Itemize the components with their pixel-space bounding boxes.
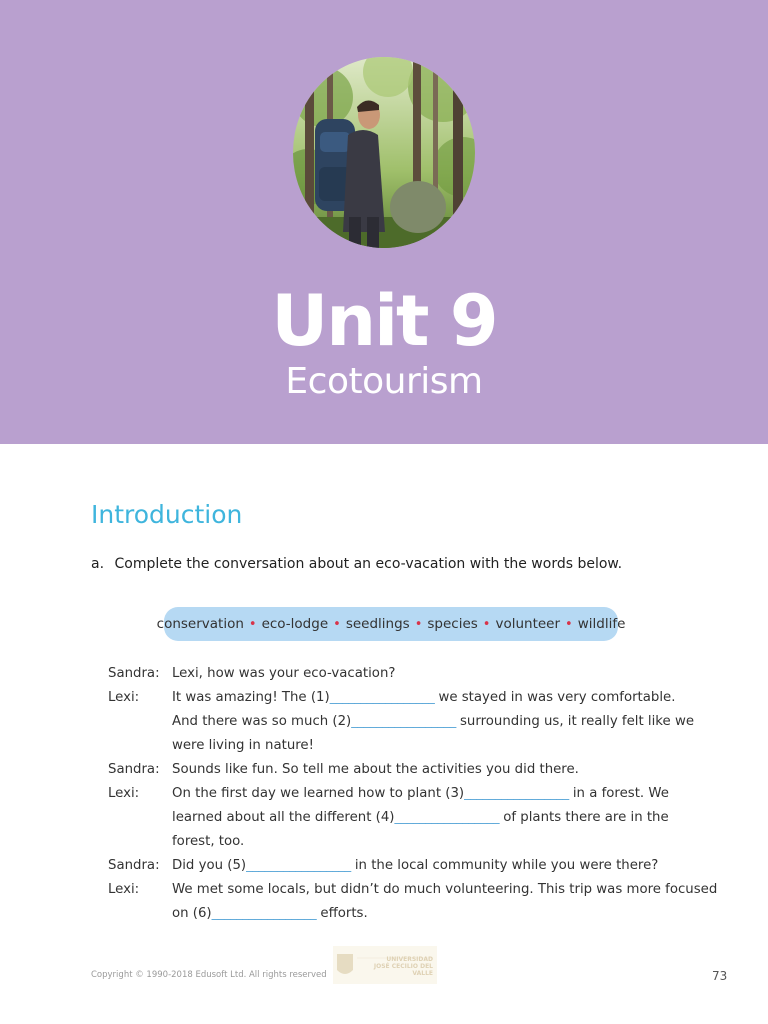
hiker-in-forest-image (293, 57, 475, 248)
dialogue-text-segment: It was amazing! The (1) (172, 690, 330, 705)
word-bank-item: seedlings (345, 616, 410, 632)
dialogue-text (172, 782, 669, 806)
dialogue-line (108, 686, 708, 710)
answer-blank[interactable]: _________________ (351, 714, 456, 729)
dialogue-line (108, 806, 708, 830)
university-logo (333, 946, 437, 984)
dialogue-text-segment: Did you (5) (172, 858, 247, 873)
dialogue-line (108, 734, 708, 758)
unit-banner (0, 0, 768, 444)
dialogue-text-segment: in the local community while you were there? (350, 858, 659, 873)
bullet-separator: • (565, 616, 573, 632)
page-number: 73 (712, 969, 728, 983)
dialogue-text-segment: Lexi, how was your eco-vacation? (172, 666, 396, 681)
answer-blank[interactable]: _________________ (246, 858, 351, 873)
dialogue-text (172, 854, 658, 878)
answer-blank[interactable]: _________________ (394, 810, 500, 825)
logo-line-1: UNIVERSIDAD (386, 956, 433, 963)
speaker-name: Lexi: (108, 882, 140, 897)
word-bank-item: eco-lodge (261, 616, 329, 632)
speaker-name: Lexi: (108, 786, 140, 801)
dialogue-text-segment: And there was so much (2) (172, 714, 352, 729)
answer-blank[interactable]: _________________ (329, 690, 435, 705)
bullet-separator: • (482, 616, 491, 632)
dialogue-text-segment: on (6) (172, 906, 212, 921)
exercise-instruction-text: Complete the conversation about an eco-vacation with the words below. (114, 556, 623, 572)
bullet-separator: • (414, 616, 423, 632)
dialogue-text (172, 662, 395, 686)
dialogue-line (108, 782, 708, 806)
dialogue-text-segment: We met some locals, but didn’t do much volunteering. This trip was more focused (172, 882, 718, 897)
speaker-name: Sandra: (108, 858, 160, 873)
dialogue-text-segment: learned about all the different (4) (172, 810, 395, 825)
dialogue-text-segment: efforts. (316, 906, 368, 921)
dialogue-text-segment: On the first day we learned how to plant (3) (172, 786, 465, 801)
dialogue-text (172, 806, 669, 830)
bullet-separator: • (333, 616, 341, 632)
dialogue-text-segment: of plants there are in the (499, 810, 669, 825)
speaker-name: Sandra: (108, 666, 160, 681)
speaker-name: Lexi: (108, 690, 140, 705)
exercise-letter: a. (91, 556, 105, 572)
answer-blank[interactable]: _________________ (464, 786, 569, 801)
unit-subtitle: Ecotourism (285, 361, 483, 402)
dialogue-text-segment: Sounds like fun. So tell me about the activities you did there. (172, 762, 579, 777)
unit-title: Unit 9 (271, 280, 497, 362)
logo-line-2: JOSÉ CECILIO DEL VALLE (373, 963, 433, 977)
word-bank-item: species (427, 616, 478, 632)
dialogue-line (108, 854, 708, 878)
dialogue-line (108, 902, 708, 926)
dialogue-line (108, 662, 708, 686)
dialogue-text (172, 710, 694, 734)
dialogue-text (172, 686, 675, 710)
bullet-separator: • (248, 616, 257, 632)
dialogue-text-segment: surrounding us, it really felt like we (455, 714, 694, 729)
dialogue-text-segment: in a forest. We (568, 786, 669, 801)
hiker-photo (293, 57, 475, 248)
dialogue-text-segment: we stayed in was very comfortable. (434, 690, 676, 705)
word-bank-item: wildlife (577, 616, 626, 632)
answer-blank[interactable]: _________________ (211, 906, 317, 921)
section-heading: Introduction (91, 500, 243, 529)
dialogue-line (108, 758, 708, 782)
dialogue-line (108, 830, 708, 854)
dialogue-text (172, 902, 368, 926)
conversation (108, 662, 718, 926)
copyright-notice: Copyright © 1990-2018 Edusoft Ltd. All rights reserved (91, 970, 327, 980)
word-bank-item: conservation (156, 616, 244, 632)
word-bank-item: volunteer (495, 616, 561, 632)
dialogue-text (172, 830, 244, 854)
dialogue-text (172, 878, 717, 902)
dialogue-line (108, 878, 718, 902)
dialogue-text-segment: forest, too. (172, 834, 245, 849)
word-bank (156, 607, 626, 641)
exercise-instruction (91, 553, 622, 575)
dialogue-text (172, 734, 314, 758)
dialogue-text (172, 758, 579, 782)
dialogue-text-segment: were living in nature! (172, 738, 314, 753)
dialogue-line (108, 710, 708, 734)
speaker-name: Sandra: (108, 762, 160, 777)
